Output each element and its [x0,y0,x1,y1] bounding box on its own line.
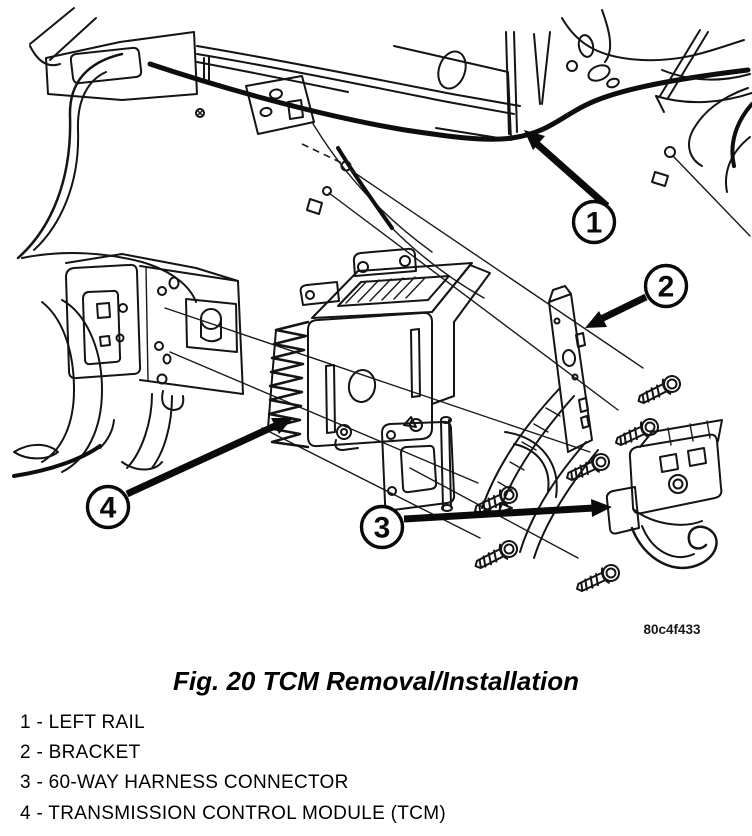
callout-1-number: 1 [585,206,603,240]
callout-4 [88,418,294,528]
harness-connector-drawing [607,420,722,568]
callout-3-number: 3 [373,511,391,545]
legend-item-2: 2 - BRACKET [20,742,141,764]
legend-item-4: 4 - TRANSMISSION CONTROL MODULE (TCM) [20,802,446,824]
screw-icon [635,373,683,408]
callout-1-arrow [537,144,607,206]
figure-code: 80c4f433 [643,622,701,637]
callout-2 [585,266,687,329]
legend-item-3: 3 - 60-WAY HARNESS CONNECTOR [20,772,349,794]
callout-2-number: 2 [657,270,675,304]
callout-4-number: 4 [99,491,117,525]
callout-1 [524,130,615,243]
figure-title: Fig. 20 TCM Removal/Installation [173,666,579,696]
screw-icon [574,562,622,596]
left-rail-structure [14,8,752,476]
legend-item-1: 1 - LEFT RAIL [20,712,145,733]
legend-list [20,708,446,829]
callout-3 [362,499,613,548]
callout-2-arrow [601,297,646,319]
tcm-module-drawing [268,249,490,450]
callout-4-arrow [127,425,277,494]
screw-icon [564,451,612,485]
screw-icon [472,538,520,573]
